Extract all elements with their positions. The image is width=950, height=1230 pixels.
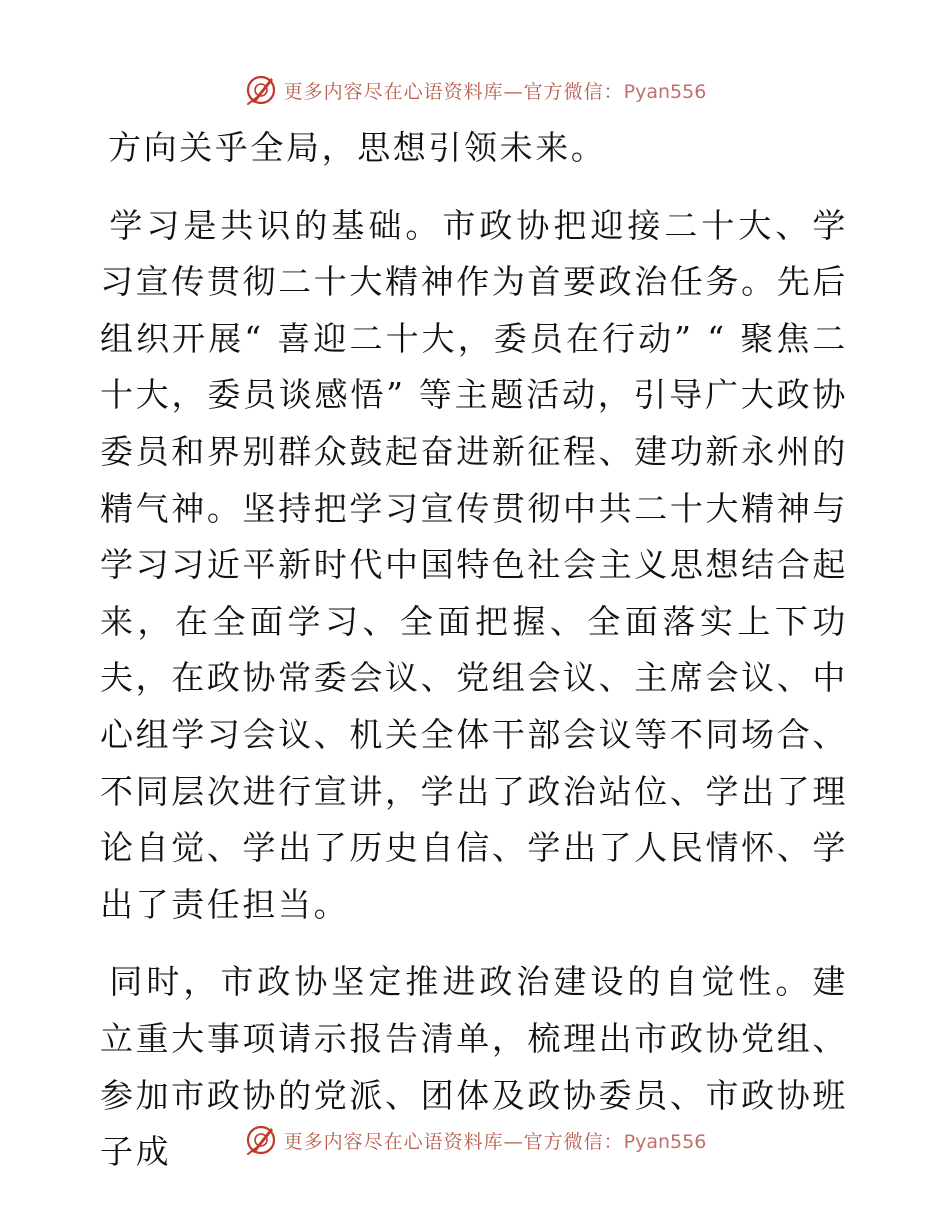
quill-logo-icon bbox=[244, 73, 278, 107]
header-banner-label: 更多内容尽在心语资料库—官方微信： bbox=[283, 80, 624, 103]
header-wechat-id: Pyan556 bbox=[623, 80, 707, 103]
paragraph bbox=[100, 120, 848, 177]
paragraph-text: 同时，市政协坚定推进政治建设的自觉性。建立重大事项请示报告清单，梳理出市政协党组、参加市政协的党派、团体及政协委员、市政协班子成 bbox=[100, 962, 848, 1172]
header-banner-text bbox=[284, 77, 707, 104]
document-body bbox=[100, 120, 848, 1202]
paragraph-text: 方向关乎全局，思想引领未来。 bbox=[108, 128, 607, 167]
footer-banner bbox=[0, 1120, 950, 1160]
header-banner bbox=[0, 70, 950, 110]
footer-wechat-id: Pyan556 bbox=[623, 1130, 707, 1153]
quill-logo-icon bbox=[244, 1123, 278, 1157]
footer-banner-label: 更多内容尽在心语资料库—官方微信： bbox=[283, 1130, 624, 1153]
paragraph-text: 学习是共识的基础。市政协把迎接二十大、学习宣传贯彻二十大精神作为首要政治任务。先后组织开展“ 喜迎二十大，委员在行动” “ 聚焦二十大，委员谈感悟” 等主题活动，引导广大政协委员和界别群众鼓起奋进新征程、建功新永州的精气神。坚持把学习宣传贯彻中共二十大精神与学习习近平新时代中国特色社会主义思想结合起来，在全面学习、全面把握、全面落实上下功夫，在政协常委会议、党组会议、主席会议、中心组学习会议、机关全体干部会议等不同场合、不同层次进行宣讲，学出了政治站位、学出了理论自觉、学出了历史自信、学出了人民情怀、学出了责任担当。 bbox=[100, 205, 848, 924]
paragraph bbox=[100, 198, 848, 934]
footer-banner-text bbox=[284, 1127, 707, 1154]
